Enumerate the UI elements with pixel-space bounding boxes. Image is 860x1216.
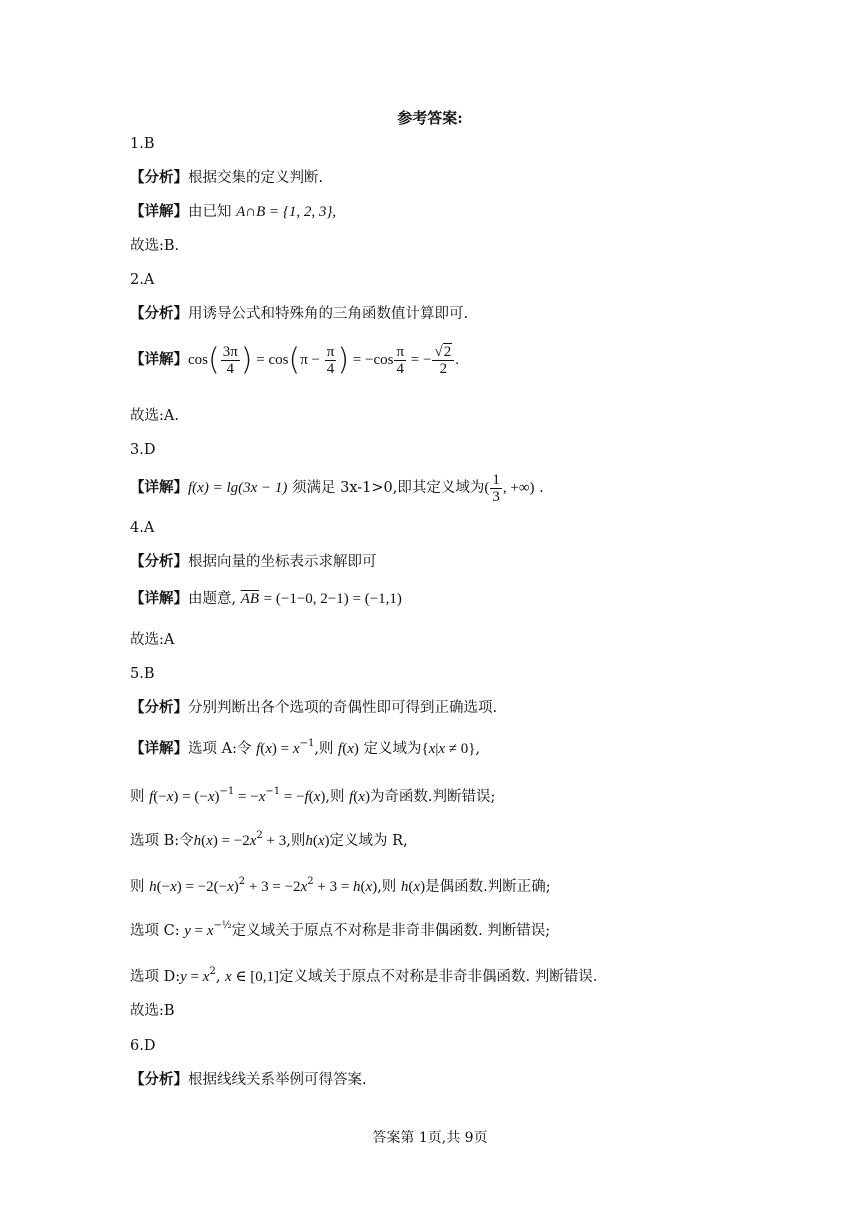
q1-analysis — [130, 168, 323, 188]
q5-analysis: 【分析】分别判断出各个选项的奇偶性即可得到正确选项. — [130, 699, 498, 716]
q3-detail-text: 须满足 3x-1>0,即其定义域为 — [291, 480, 485, 496]
q5-option-d: 选项 D:y = $x^2$, x ∈ [0,1]定义域关于原点不对称是非奇非偶函数. 判断错误. — [130, 966, 598, 985]
q1-answer: 1.B — [130, 136, 155, 152]
analysis-tag: 【分析】 — [130, 169, 188, 186]
q4-analysis: 【分析】根据向量的坐标表示求解即可 — [130, 553, 377, 570]
q1-analysis-text: 根据交集的定义判断. — [188, 170, 324, 186]
q5-option-c: 选项 C: $y = x^{-\frac{1}{2}}$定义域关于原点不对称是非奇非偶函数. 判断错误; — [130, 920, 551, 939]
q6-analysis-text: 根据线线关系举例可得答案. — [188, 1072, 367, 1088]
q2-detail: 【详解】cos( $\frac{3\pi}{4}$ ) = cos(π − $\frac{\pi}{4}$ ) = −cos $\frac{\pi}{4}$ = − $\frac{√2}{2}$ . — [130, 342, 459, 378]
q2-formula: cos( $\frac{3\pi}{4}$ ) = cos(π − $\frac{\pi}{4}$ ) = −cos $\frac{\pi}{4}$ = − $\frac{√2}{2}$ . — [188, 342, 459, 378]
q1-detail — [130, 202, 336, 222]
q2-analysis-text: 用诱导公式和特殊角的三角函数值计算即可. — [188, 306, 469, 322]
q4-analysis-text: 根据向量的坐标表示求解即可 — [188, 554, 377, 570]
q2-conclusion: 故选:A. — [130, 408, 179, 424]
q5-option-b: 选项 B:令$h(x) = -2x^2 + 3$,则h(x)定义域为 R, — [130, 830, 408, 849]
q3-detail: 【详解】f(x) = lg(3x − 1) 须满足 3x-1>0,即其定义域为( $\frac{1}{3}$ , +∞) . — [130, 472, 544, 506]
q1-conclusion: 故选:B. — [130, 238, 180, 254]
q1-detail-math: A∩B = {1, 2, 3}, — [236, 204, 337, 220]
q6-analysis: 【分析】根据线线关系举例可得答案. — [130, 1071, 367, 1088]
detail-tag: 【详解】 — [130, 203, 188, 220]
q4-detail: 【详解】由题意, $\overline{AB} = (-1-0$, 2−1) = (−1,1) — [130, 590, 402, 607]
q2-analysis: 【分析】用诱导公式和特殊角的三角函数值计算即可. — [130, 305, 469, 322]
q5-analysis-text: 分别判断出各个选项的奇偶性即可得到正确选项. — [188, 700, 498, 716]
q6-answer: 6.D — [130, 1038, 156, 1054]
q4-conclusion: 故选:A — [130, 632, 175, 648]
q3-domain: ( $\frac{1}{3}$ , +∞) — [484, 472, 535, 506]
q4-detail-prefix: 由题意, — [188, 591, 237, 607]
page-footer: 答案第 1页,共 9页 — [372, 1130, 488, 1146]
q5-answer: 5.B — [130, 666, 155, 682]
q4-vector-ab: $\overline{AB}$ — [240, 591, 260, 607]
q4-answer: 4.A — [130, 520, 155, 536]
q5-option-b-check: 则 $h(-x) = -2(-x)^2 + 3 = -2x^2 + 3 = h(x)$,则 h(x)是偶函数.判断正确; — [130, 876, 551, 895]
q5-option-a-check: 则 $f(-x) = (-x)^{-1} = -x^{-1} = -f(x)$,则 f(x)为奇函数.判断错误; — [130, 786, 496, 805]
q2-answer: 2.A — [130, 272, 155, 288]
q3-detail-math: f(x) = lg(3x − 1) — [188, 480, 288, 496]
q4-detail-math: = (−1−0, 2−1) = (−1,1) — [263, 591, 402, 607]
q1-detail-prefix: 由已知 — [188, 204, 232, 220]
page-title: 参考答案: — [397, 109, 463, 127]
q3-answer: 3.D — [130, 442, 156, 458]
q5-option-a: 【详解】选项 A:令 $f(x) = x^{-1}$,则 f(x) 定义域为{x|x ≠ 0}, — [130, 738, 481, 757]
q5-conclusion: 故选:B — [130, 1003, 175, 1019]
